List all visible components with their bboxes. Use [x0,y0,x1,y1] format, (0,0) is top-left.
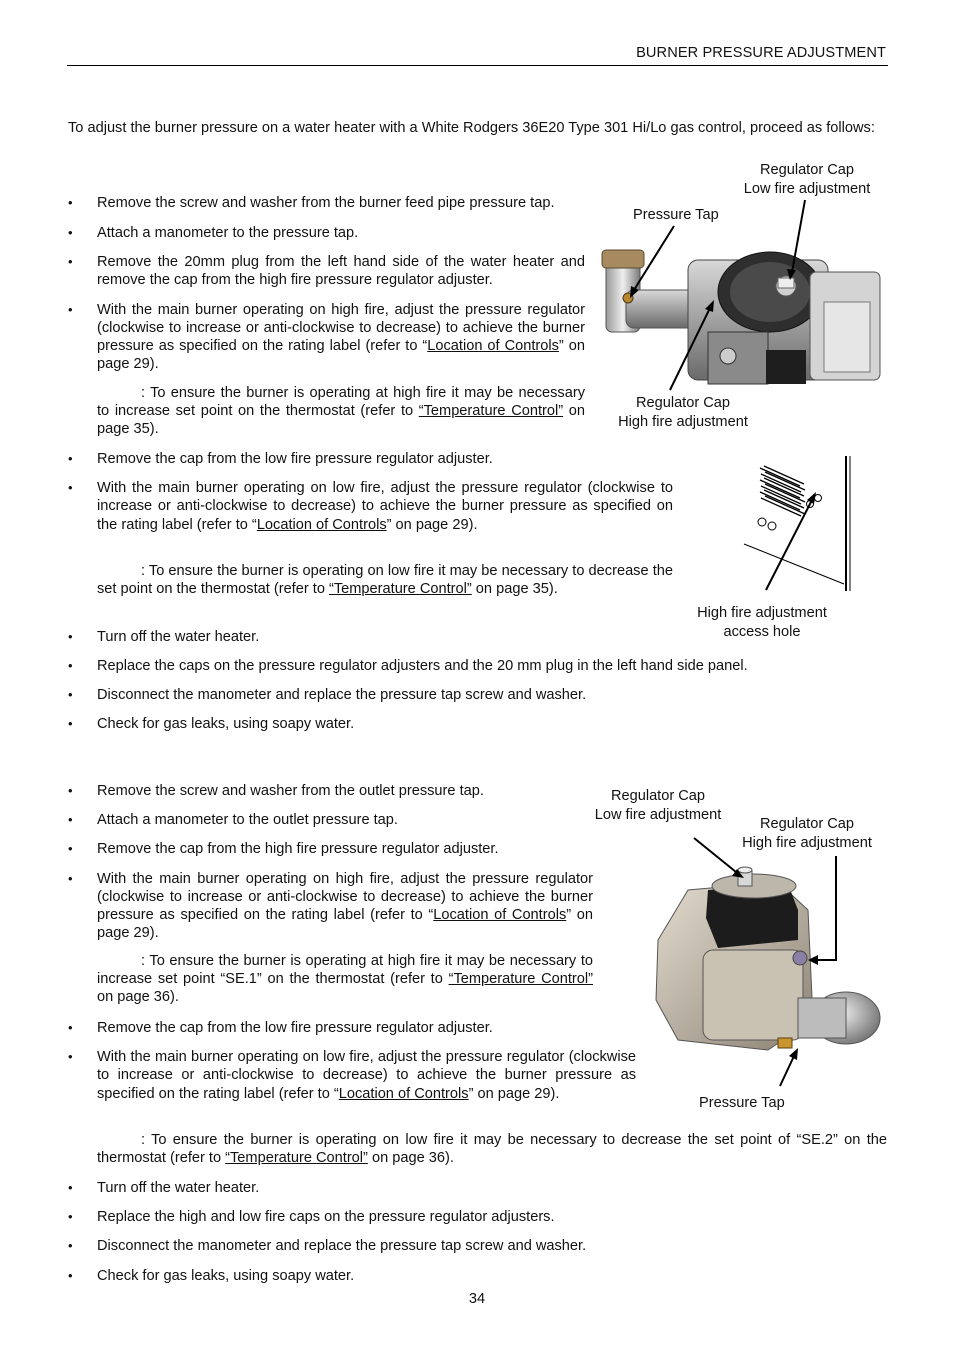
section1-note-2 [97,562,673,598]
list-item: • Replace the high and low fire caps on the pressure regulator adjusters. [68,1208,888,1226]
temperature-control-link[interactable]: “Temperature Control” [225,1150,368,1167]
note-text: on page 35). [471,581,558,598]
page-header-title: BURNER PRESSURE ADJUSTMENT [636,45,886,61]
list-item: • Remove the cap from the low fire pressure regulator adjuster. [68,1019,636,1037]
section1-list-a [68,194,608,212]
list-item: • Disconnect the manometer and replace the pressure tap screw and washer. [68,1237,888,1255]
figure1-label-regulator-cap-low: Regulator Cap Low fire adjustment [743,162,871,197]
section2-note-1 [97,952,593,1007]
list-item: • Turn off the water heater. [68,628,673,646]
item-text: With the main burner operating on low fire, adjust the pressure regulator (clockwise to increase or anti-clockwise to decrease) to achieve the burner pressure as specified on the rating label (refer to “ [97,1049,636,1102]
figure1-label-regulator-cap-high: Regulator Cap High fire adjustment [618,395,748,430]
location-of-controls-link[interactable]: Location of Controls [433,907,567,924]
list-item: • Remove the screw and washer from the burner feed pipe pressure tap. [68,194,608,212]
list-item: • Attach a manometer to the outlet pressure tap. [68,811,593,829]
gas-control-photo-2 [648,870,883,1060]
page-number: 34 [468,1291,486,1307]
note-text: : To ensure the burner is operating on low fire it may be necessary to decrease the set point on the thermostat (refer to [97,563,673,598]
figure3-label-pressure-tap: Pressure Tap [699,1095,785,1111]
figure3-label-regulator-cap-low: Regulator Cap Low fire adjustment [594,788,722,823]
note-text: on page 36). [367,1150,454,1167]
list-item [68,301,585,374]
list-item [68,1048,636,1103]
list-item: • Check for gas leaks, using soapy water. [68,1267,888,1285]
list-item: • Remove the 20mm plug from the left hand side of the water heater and remove the cap from the high fire pressure regulator adjuster. [68,253,585,289]
section1-note-1 [97,384,585,439]
item-text: With the main burner operating on high fire, adjust the pressure regulator (clockwise to increase or anti-clockwise to decrease) to achieve the burner pressure as specified on the rating label (refer to “ [97,301,585,355]
note-text: : To ensure the burner is operating at high fire it may be necessary to increase set point “SE.1” on the thermostat (refer to [97,953,593,988]
location-of-controls-link[interactable]: Location of Controls [338,1085,469,1102]
note-text: : To ensure the burner is operating at high fire it may be necessary to increase set point on the thermostat (refer to [97,385,585,420]
temperature-control-link[interactable]: “Temperature Control” [329,581,472,598]
list-item [68,479,673,534]
figure2-label-access-hole: High fire adjustment access hole [697,605,827,640]
header-rule [67,65,888,66]
list-item [68,870,593,943]
item-text: With the main burner operating on high fire, adjust the pressure regulator (clockwise to increase or anti-clockwise to decrease) to achieve the burner pressure as specified on the rating label (refer to “ [97,870,593,924]
section2-list-b [68,1019,636,1103]
list-item: • Remove the screw and washer from the outlet pressure tap. [68,782,593,800]
section1-list-c [68,450,673,534]
item-text: ” on page 29). [97,338,585,373]
temperature-control-link[interactable]: “Temperature Control” [448,971,593,988]
item-text: ” on page 29). [97,907,593,942]
list-item: • Remove the cap from the high fire pressure regulator adjuster. [68,840,593,858]
item-text: ” on page 29). [386,516,478,533]
item-text: ” on page 29). [468,1085,560,1102]
gas-control-photo-1 [598,232,888,392]
list-item: • Check for gas leaks, using soapy water. [68,715,888,733]
section1-list-b [68,224,585,373]
list-item: • Replace the caps on the pressure regulator adjusters and the 20 mm plug in the left hand side panel. [68,657,888,675]
list-item: • Disconnect the manometer and replace the pressure tap screw and washer. [68,686,888,704]
section1-list-e [68,657,888,734]
list-item: • Turn off the water heater. [68,1179,888,1197]
section2-list-a [68,782,593,942]
location-of-controls-link[interactable]: Location of Controls [427,338,559,355]
figure1-label-pressure-tap: Pressure Tap [633,207,719,223]
item-text: With the main burner operating on low fire, adjust the pressure regulator (clockwise to increase or anti-clockwise to decrease) to achieve the burner pressure as specified on the rating label (refer to “ [97,480,673,533]
list-item: • Remove the cap from the low fire pressure regulator adjuster. [68,450,673,468]
section2-list-c [68,1179,888,1285]
note-text: on page 35). [97,403,585,438]
figure3-label-regulator-cap-high: Regulator Cap High fire adjustment [742,816,872,851]
section1-list-d [68,628,673,646]
location-of-controls-link[interactable]: Location of Controls [256,516,387,533]
temperature-control-link[interactable]: “Temperature Control” [418,403,564,420]
note-text: : To ensure the burner is operating on low fire it may be necessary to decrease the set point of “SE.2” on the thermostat (refer to [97,1132,887,1167]
access-hole-panel-drawing [740,456,852,596]
section2-note-2 [97,1131,887,1167]
list-item: • Attach a manometer to the pressure tap. [68,224,585,242]
intro-paragraph: To adjust the burner pressure on a water heater with a White Rodgers 36E20 Type 301 Hi/Lo gas control, proceed as follows: [68,120,875,136]
note-text: on page 36). [97,989,179,1006]
